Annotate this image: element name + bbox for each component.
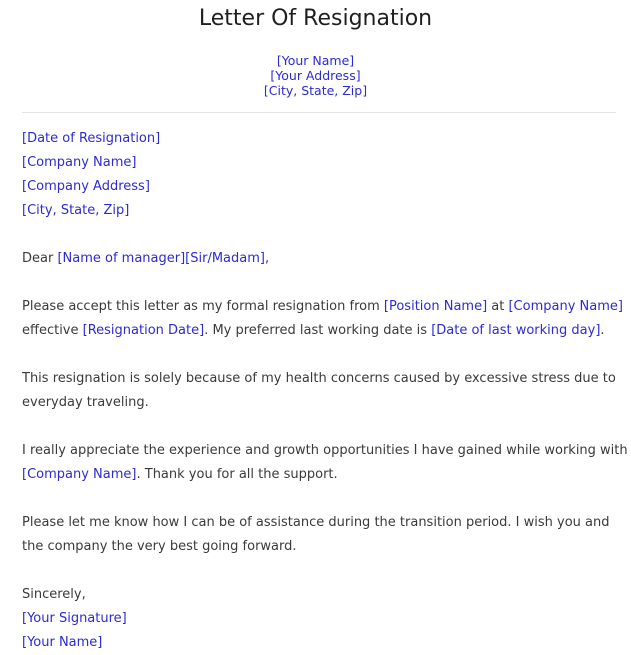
page-title: Letter Of Resignation bbox=[198, 6, 433, 31]
sender-address: [Your Address] bbox=[270, 68, 361, 83]
p1-text-2: at bbox=[487, 299, 509, 314]
p2-line-1: This resignation is solely because of my health concerns caused by excessive stress due to bbox=[22, 371, 616, 386]
p4-line-2: the company the very best going forward. bbox=[22, 539, 297, 554]
salutation-prefix: Dear bbox=[22, 251, 58, 266]
p1-text-3: effective bbox=[22, 323, 83, 338]
p1-text-5: . bbox=[600, 323, 605, 338]
recipient-city: [City, State, Zip] bbox=[22, 203, 130, 218]
paragraph-4 bbox=[22, 511, 622, 559]
p1-text-4: . My preferred last working date is bbox=[204, 323, 432, 338]
p2-line-2: everyday traveling. bbox=[22, 395, 149, 410]
recipient-block bbox=[22, 127, 622, 223]
company-name: [Company Name] bbox=[508, 299, 623, 314]
paragraph-2 bbox=[22, 367, 622, 415]
divider bbox=[22, 112, 616, 113]
resignation-date: [Date of Resignation] bbox=[22, 131, 161, 146]
sender-name: [Your Name] bbox=[276, 53, 355, 68]
p3-line-1: I really appreciate the experience and growth opportunities I have gained while working with bbox=[22, 443, 628, 458]
sender-city: [City, State, Zip] bbox=[263, 83, 368, 98]
paragraph-1 bbox=[22, 295, 622, 343]
recipient-address: [Company Address] bbox=[22, 179, 150, 194]
p3-text-2: . Thank you for all the support. bbox=[136, 467, 338, 482]
p1-text-1: Please accept this letter as my formal resignation from bbox=[22, 299, 384, 314]
recipient-company: [Company Name] bbox=[22, 155, 137, 170]
paragraph-3 bbox=[22, 439, 628, 487]
signature: [Your Signature] bbox=[22, 611, 127, 626]
closing-name: [Your Name] bbox=[22, 635, 103, 650]
salutation-placeholder: [Name of manager][Sir/Madam], bbox=[57, 251, 270, 266]
position-name: [Position Name] bbox=[383, 299, 488, 314]
resignation-date-inline: [Resignation Date] bbox=[82, 323, 205, 338]
company-name-2: [Company Name] bbox=[22, 467, 137, 482]
last-working-day: [Date of last working day] bbox=[431, 323, 601, 338]
sign-off: Sincerely, bbox=[22, 587, 86, 602]
sender-block bbox=[0, 53, 631, 98]
salutation bbox=[22, 247, 622, 271]
closing-block bbox=[22, 583, 622, 655]
p4-line-1: Please let me know how I can be of assistance during the transition period. I wish you and bbox=[22, 515, 610, 530]
